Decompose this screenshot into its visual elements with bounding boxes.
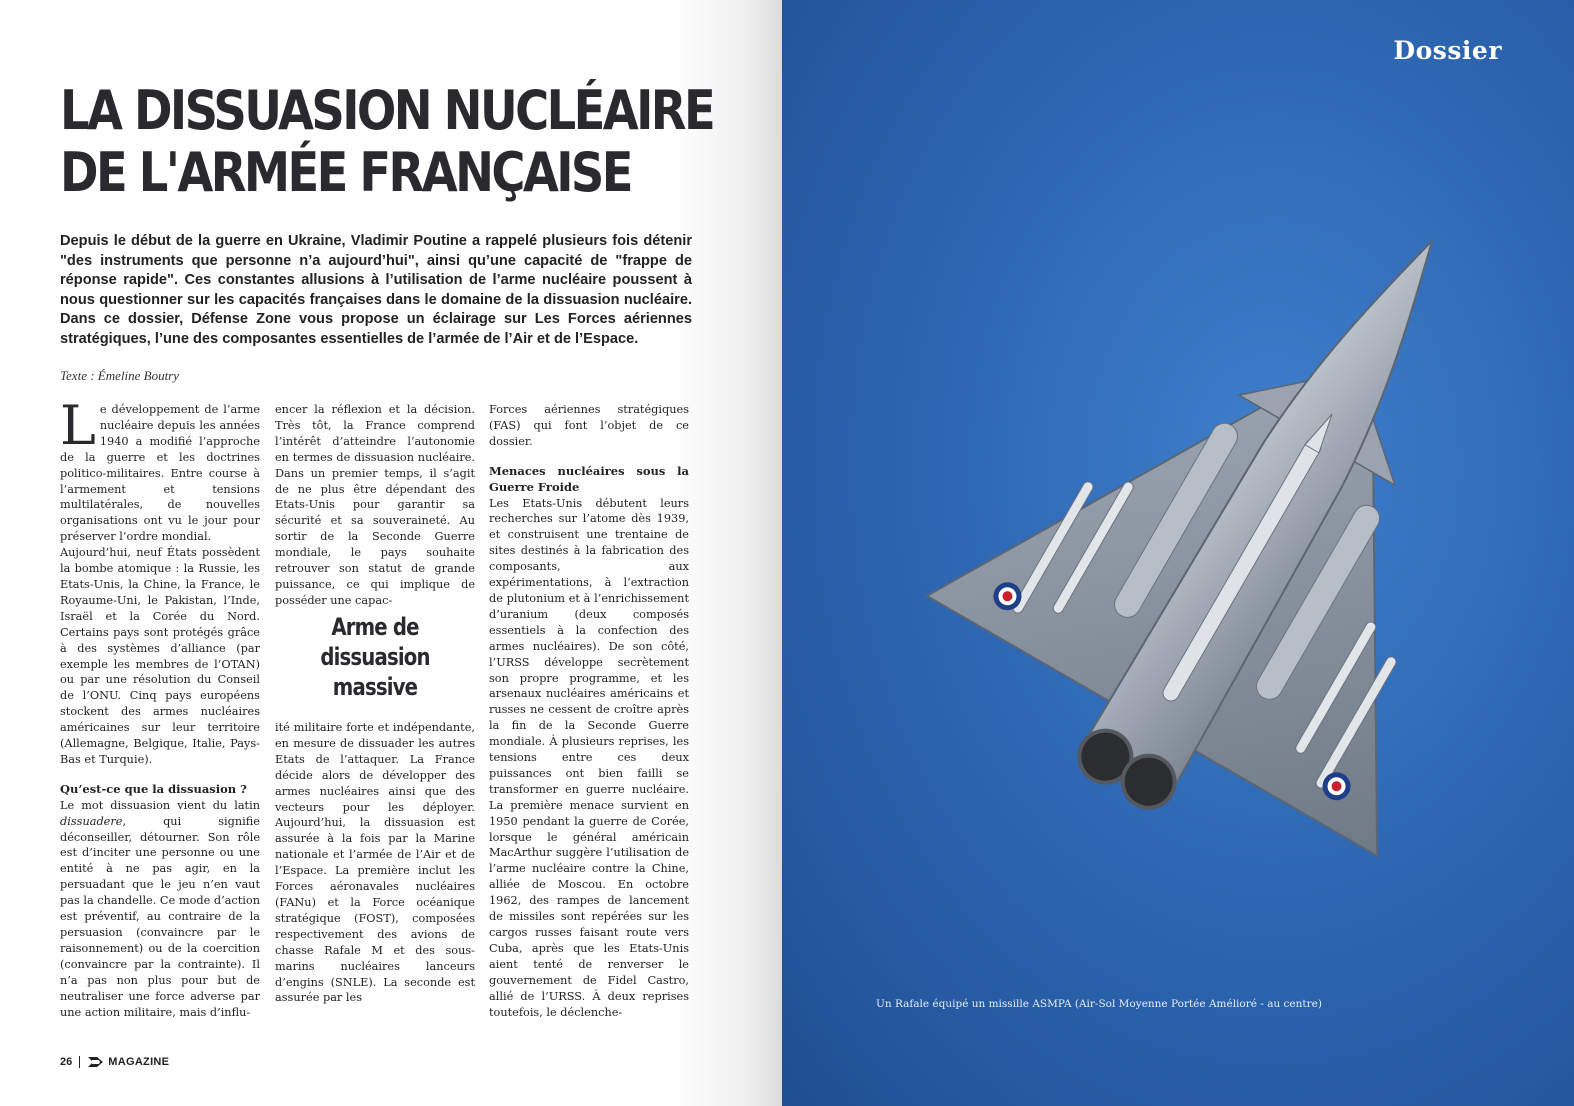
paragraph: ité militaire forte et indépendante, en mesure de dissuader les autres Etats de l’attaquer. La France décide alors de développer des armes nucléaires ainsi que des vecteurs pour les déployer. Aujourd’hui, la dissuasion est assurée à la fois par la Marine nationale et l’armée de l’Air et de l’Espace. La première inclut les Forces aéronavales nucléaires (FANu) et la Force océanique stratégique (FOST), composées respectivement des avions de chasse Rafale M et des sous-marins nucléaires lanceurs d’engins (SNLE). La seconde est assurée par les xyxy=(275,721,475,1005)
article-lead: Depuis le début de la guerre en Ukraine, Vladimir Poutine a rappelé plusieurs fois détenir "des instruments que personne n’a aujourd’hui", ainsi qu’une capacité de "frappe de réponse rapide". Ces constantes allusions à l’utilisation de l’arme nucléaire poussent à nous questionner sur les capacités françaises dans le domaine de la dissuasion nucléaire. Dans ce dossier, Défense Zone vous propose un éclairage sur Les Forces aériennes stratégiques, l’une des composantes essentielles de l’armée de l’Air et de l’Espace. xyxy=(60,233,692,347)
paragraph: Forces aériennes stratégiques (FAS) qui font l’objet de ce dossier. xyxy=(489,403,689,448)
section-label: Dossier xyxy=(1393,36,1502,65)
photo-page xyxy=(782,0,1574,1106)
rafale-jet-illustration xyxy=(862,190,1574,950)
left-page xyxy=(0,0,782,1106)
paragraph: Les Etats-Unis débutent leurs recherches sur l’atome dès 1939, et construisent une trentaine de sites destinés à la fabrication des composants, aux expérimentations, à l’extraction de plutonium et à l’enrichissement d’uranium (deux composés essentiels à la confection des armes nucléaires). De son côté, l’URSS développe secrètement son propre programme, et les arsenaux nucléaires américains et russes ne cessent de croître après la fin de la Seconde Guerre mondiale. À plusieurs reprises, les tensions entre ces deux puissances ont bien failli se transformer en guerre nucléaire. La première menace survient en 1950 pendant la guerre de Corée, lorsque le général américain MacArthur suggère l’utilisation de l’arme nucléaire contre la Chine, alliée de Moscou. En octobre 1962, des rampes de lancement de missiles sont repérées sur les cargos russes faisant route vers Cuba, après que les Etats-Unis aient tenté de renverser le gouvernement de Fidel Castro, allié de l’URSS. À deux reprises toutefois, le déclenche- xyxy=(489,496,689,1019)
article-title xyxy=(60,79,714,204)
drop-cap: L xyxy=(60,394,96,457)
paragraph: Aujourd’hui, neuf États possèdent la bombe atomique : la Russie, les Etats-Unis, la Chine, la France, le Royaume-Uni, le Pakistan, l’Inde, Israël et la Corée du Nord. Certains pays sont protégés grâce à des systèmes d’alliance (par exemple les membres de l’OTAN) ou par une résolution du Conseil de l’ONU. Cinq pays européens stockent des armes nucléaires américaines sur leur territoire (Allemagne, Belgique, Italie, Pays-Bas et Turquie). xyxy=(60,546,260,766)
magazine-logo-icon xyxy=(87,1055,105,1069)
magazine-name: MAGAZINE xyxy=(108,1056,170,1068)
page-footer xyxy=(60,1052,169,1072)
paragraph: Le développement de l’arme nucléaire depuis les années 1940 a modifié l’approche de la guerre et les doctrines politico-militaires. Entre course à l’armement et tensions multilatérales, de nouvelles organisations ont vu le jour pour préserver l’ordre mondial. xyxy=(60,394,260,544)
pull-quote: Arme de dissuasion massive xyxy=(320,613,430,701)
paragraph: Le mot dissuasion vient du latin dissuadere, qui signifie déconseiller, détourner. Son rôle est d’inciter une personne ou une entité à ne pas agir, en la persuadant que le jeu n’en vaut pas la chandelle. Ce mode d’action est préventif, au contraire de la persuasion (convaincre par le raisonnement) ou de la coercition (convaincre par la contrainte). Il n’a pas non plus pour but de neutraliser une force adverse par une action militaire, mais d’influ- xyxy=(60,798,260,1019)
text-column-3 xyxy=(489,402,689,1020)
subheading-dissuasion: Qu’est-ce que la dissuasion ? xyxy=(60,781,247,796)
text-column-2 xyxy=(275,402,475,609)
subheading-guerre-froide: Menaces nucléaires sous la Guerre Froide xyxy=(489,463,689,494)
byline: Texte : Émeline Boutry xyxy=(60,368,180,383)
text-column-2-continued xyxy=(275,720,475,1006)
paragraph: encer la réflexion et la décision. Très tôt, la France comprend l’intérêt d’atteindre l’autonomie en termes de dissuasion nucléaire. Dans un premier temps, il s’agit de ne plus être dépendant des Etats-Unis pour garantir sa sécurité et sa souveraineté. Au sortir de la Seconde Guerre mondiale, le pays souhaite retrouver son statut de grande puissance, ce qui implique de posséder une capac- xyxy=(275,403,475,607)
page-number: 26 xyxy=(60,1056,80,1068)
text-column-1 xyxy=(60,394,260,1020)
photo-caption: Un Rafale équipé un missille ASMPA (Air-Sol Moyenne Portée Amélioré - au centre) xyxy=(876,998,1322,1010)
title-line-1: LA DISSUASION NUCLÉAIRE xyxy=(60,79,714,142)
title-line-2: DE L'ARMÉE FRANÇAISE xyxy=(60,141,631,204)
